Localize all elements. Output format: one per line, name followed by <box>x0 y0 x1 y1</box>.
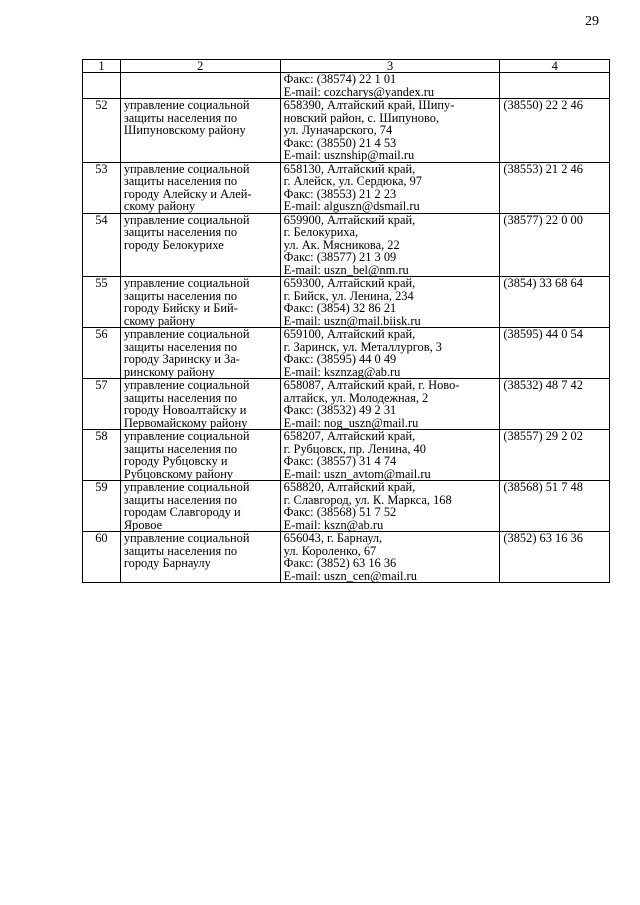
organization-name-line: скому району <box>123 199 196 213</box>
address-line: Факс: (3852) 63 16 36 <box>283 556 397 570</box>
table-row <box>83 277 610 328</box>
address-cell <box>280 277 500 328</box>
organization-name-cell <box>120 277 280 328</box>
organization-name-line: защиты населения по <box>123 174 238 188</box>
organization-name-line: управление социальной <box>123 161 250 176</box>
phone-cell: (38553) 21 2 46 <box>500 162 610 213</box>
phone-cell: (38532) 48 7 42 <box>500 379 610 430</box>
organization-name-line: городам Славгороду и <box>123 505 241 519</box>
row-number: 53 <box>83 162 121 213</box>
organization-name-line: управление социальной <box>123 531 250 545</box>
organization-name-cell <box>120 213 280 277</box>
phone-cell: (38577) 22 0 00 <box>500 213 610 277</box>
table-row <box>83 213 610 277</box>
organization-name-line: городу Бийску и Бий- <box>123 301 238 315</box>
row-number: 56 <box>83 328 121 379</box>
organization-name-line: управление социальной <box>123 480 250 494</box>
address-line: 658390, Алтайский край, Шипу- <box>283 98 455 112</box>
address-line: Факс: (3854) 32 86 21 <box>283 301 397 315</box>
address-line: E-mail: uszn_bel@nm.ru <box>283 262 409 277</box>
table-row <box>83 99 610 163</box>
organization-name-line: управление социальной <box>123 276 250 290</box>
table-row <box>83 328 610 379</box>
row-number: 60 <box>83 532 121 583</box>
table-row <box>83 162 610 213</box>
table-body <box>83 73 610 583</box>
organization-name-line: защиты населения по <box>123 225 238 239</box>
address-cell <box>280 532 500 583</box>
address-cell <box>280 328 500 379</box>
address-line: E-mail: kszn@ab.ru <box>283 517 384 532</box>
phone-cell: (38595) 44 0 54 <box>500 328 610 379</box>
address-line: E-mail: ksznzag@ab.ru <box>283 364 401 379</box>
address-line: алтайск, ул. Молодежная, 2 <box>283 390 429 405</box>
organization-name-cell <box>120 532 280 583</box>
header-row <box>83 60 610 73</box>
phone-cell: (38550) 22 2 46 <box>500 99 610 163</box>
table-row <box>83 379 610 430</box>
phone-cell: (3854) 33 68 64 <box>500 277 610 328</box>
row-number: 57 <box>83 379 121 430</box>
continuation-email: E-mail: cozcharys@yandex.ru <box>283 84 435 99</box>
continuation-address-cell <box>280 73 500 99</box>
phone-cell: (38568) 51 7 48 <box>500 481 610 532</box>
table-row <box>83 532 610 583</box>
organization-name-line: городу Новоалтайску и <box>123 403 247 417</box>
address-line: Факс: (38532) 49 2 31 <box>283 403 397 417</box>
organization-name-line: Шипуновскому району <box>123 123 246 137</box>
row-number: 58 <box>83 430 121 481</box>
address-line: Факс: (38577) 21 3 09 <box>283 250 397 264</box>
address-line: Факс: (38557) 31 4 74 <box>283 454 397 468</box>
address-cell <box>280 213 500 277</box>
row-number: 59 <box>83 481 121 532</box>
address-line: E-mail: usznship@mail.ru <box>283 148 415 162</box>
phone-cell: (3852) 63 16 36 <box>500 532 610 583</box>
organization-name-cell <box>120 162 280 213</box>
address-line: 656043, г. Барнаул, <box>283 531 383 545</box>
address-line: ул. Ак. Мясникова, 22 <box>283 237 400 252</box>
organization-name-line: городу Рубцовску и <box>123 454 228 468</box>
organization-name-line: управление социальной <box>123 378 250 392</box>
organization-name-line: скому району <box>123 313 196 328</box>
address-line: Факс: (38550) 21 4 53 <box>283 135 397 150</box>
organization-name-line: защиты населения по <box>123 543 238 558</box>
column-header-2: 2 <box>120 60 280 73</box>
address-line: E-mail: uszn_avtom@mail.ru <box>283 466 431 481</box>
row-number: 54 <box>83 213 121 277</box>
organization-name-line: управление социальной <box>123 212 250 227</box>
organization-name-line: ринскому району <box>123 364 215 379</box>
organization-name-line: городу Белокурихе <box>123 237 224 252</box>
organization-name-cell <box>120 379 280 430</box>
continuation-phone-cell <box>500 73 610 99</box>
continuation-org-cell <box>120 73 280 99</box>
organization-name-line: защиты населения по <box>123 492 238 507</box>
column-header-4: 4 <box>500 60 610 73</box>
organization-name-line: Рубцовскому району <box>123 466 234 481</box>
address-line: 659300, Алтайский край, <box>283 276 416 290</box>
address-line: г. Рубцовск, пр. Ленина, 40 <box>283 441 426 456</box>
social-protection-directory-table <box>82 59 610 583</box>
address-cell <box>280 99 500 163</box>
address-line: г. Белокуриха, <box>283 225 359 239</box>
organization-name-cell <box>120 481 280 532</box>
organization-name-line: управление социальной <box>123 98 250 112</box>
organization-name-line: Первомайскому району <box>123 415 248 430</box>
address-cell <box>280 162 500 213</box>
organization-name-line: городу Заринску и За- <box>123 352 240 366</box>
address-line: E-mail: alguszn@dsmail.ru <box>283 199 420 213</box>
organization-name-line: защиты населения по <box>123 110 238 125</box>
address-cell <box>280 379 500 430</box>
table-row <box>83 430 610 481</box>
row-number: 52 <box>83 99 121 163</box>
address-line: Факс: (38595) 44 0 49 <box>283 352 397 366</box>
continuation-fax: Факс: (38574) 22 1 01 <box>283 72 397 86</box>
organization-name-line: защиты населения по <box>123 390 238 405</box>
address-line: E-mail: nog_uszn@mail.ru <box>283 415 419 430</box>
organization-name-cell <box>120 328 280 379</box>
organization-name-line: защиты населения по <box>123 288 238 303</box>
column-header-1: 1 <box>83 60 121 73</box>
organization-name-cell <box>120 99 280 163</box>
table-row <box>83 481 610 532</box>
organization-name-line: городу Барнаулу <box>123 556 211 570</box>
organization-name-cell <box>120 430 280 481</box>
address-line: ул. Луначарского, 74 <box>283 123 393 137</box>
address-line: E-mail: uszn_cen@mail.ru <box>283 568 417 583</box>
address-line: Факс: (38568) 51 7 52 <box>283 505 397 519</box>
address-line: 658820, Алтайский край, <box>283 480 416 494</box>
address-line: E-mail: uszn@mail.biisk.ru <box>283 313 421 328</box>
address-line: 658207, Алтайский край, <box>283 429 416 443</box>
phone-cell: (38557) 29 2 02 <box>500 430 610 481</box>
address-line: г. Славгород, ул. К. Маркса, 168 <box>283 492 452 507</box>
organization-name-line: городу Алейску и Алей- <box>123 186 252 201</box>
organization-name-line: Яровое <box>123 517 163 532</box>
address-line: 658130, Алтайский край, <box>283 161 416 176</box>
address-line: 659900, Алтайский край, <box>283 212 416 227</box>
address-line: г. Бийск, ул. Ленина, 234 <box>283 288 414 303</box>
address-line: г. Алейск, ул. Сердюка, 97 <box>283 174 422 188</box>
continuation-num-cell <box>83 73 121 99</box>
column-header-3: 3 <box>280 60 500 73</box>
address-line: новский район, с. Шипуново, <box>283 110 440 125</box>
address-line: Факс: (38553) 21 2 23 <box>283 186 397 201</box>
organization-name-line: защиты населения по <box>123 339 238 354</box>
continuation-row <box>83 73 610 99</box>
address-line: 659100, Алтайский край, <box>283 327 416 341</box>
address-line: ул. Короленко, 67 <box>283 543 377 558</box>
address-line: г. Заринск, ул. Металлургов, 3 <box>283 339 442 354</box>
organization-name-line: управление социальной <box>123 327 250 341</box>
page-number: 29 <box>585 14 599 29</box>
organization-name-line: защиты населения по <box>123 441 238 456</box>
address-cell <box>280 481 500 532</box>
address-cell <box>280 430 500 481</box>
row-number: 55 <box>83 277 121 328</box>
organization-name-line: управление социальной <box>123 429 250 443</box>
address-line: 658087, Алтайский край, г. Ново- <box>283 378 460 392</box>
